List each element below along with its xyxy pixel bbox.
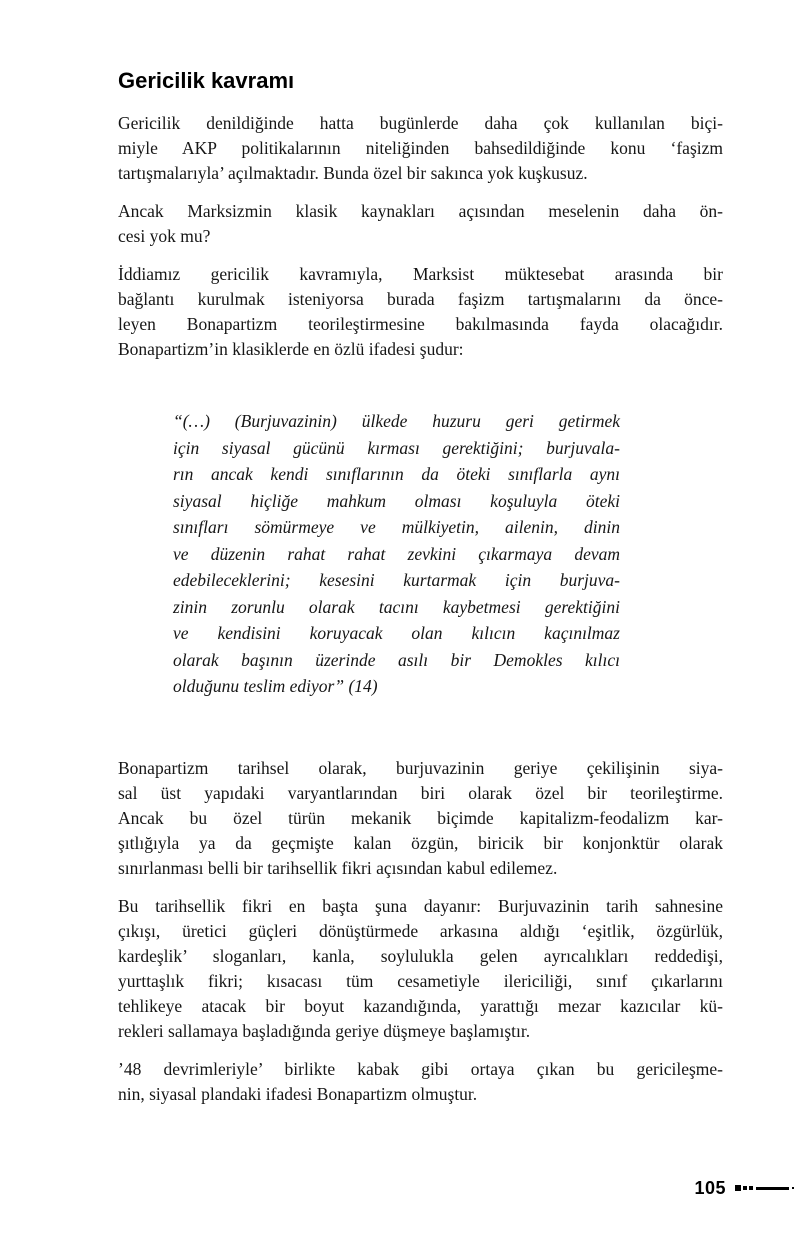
footer-rule [756,1187,789,1190]
paragraph-5: Bu tarihsellik fikri en başta şuna dayanır: Burjuvazinin tarih sahnesine çıkışı, üretici güçleri dönüştürmede arkasına aldığı ‘eşitlik, özgürlük, kardeşlik’ sloganları, kanla, soylulukla gelen ayrıcalıkları reddedişi, yurttaşlık fikri; kısacası tüm cesametiyle ilericiliği, sınıf çıkarlarını tehlikeye atacak bir boyut kazandığında, yarattığı mezar kazıcılar kü- rekleri sallamaya başladığında geriye düşmeye başlamıştır. [118,895,723,1041]
paragraph-3: İddiamız gericilik kavramıyla, Marksist müktesebat arasında bir bağlantı kurulmak isteniyorsa burada faşizm tartışmalarını da önce- leyen Bonapartizm teorileştirmesine bakılmasında fayda olacağıdır. Bonapartizm’in klasiklerde en özlü ifadesi şudur: [118,264,723,359]
paragraph-6: ’48 devrimleriyle’ birlikte kabak gibi ortaya çıkan bu gericileşme- nin, siyasal plandaki ifadesi Bonapartizm olmuştur. [118,1058,723,1104]
footer-square-icon [749,1186,753,1190]
paragraph-1: Gericilik denildiğinde hatta bugünlerde daha çok kullanılan biçi- miyle AKP politikalarının niteliğinden bahsedildiğinde konu ‘faşizm tartışmalarıyla’ açılmaktadır. Bunda özel bir sakınca yok kuşkusuz. [118,113,723,183]
footer-square-icon [735,1185,741,1191]
footer-dot [792,1187,794,1189]
paragraph-4: Bonapartizm tarihsel olarak, burjuvazinin geriye çekilişinin siya- sal üst yapıdaki varyantlarından biri olarak özel bir teorileştirme. Ancak bu özel türün mekanik biçimde kapitalizm-feodalizm kar- şıtlığıyla ya da geçmişte kalan özgün, biricik bir konjonktür olarak sınırlanması belli bir tarihsellik fikri açısından kabul edilemez. [118,757,723,878]
page-content [118,68,723,1120]
footer-square-icon [743,1186,747,1190]
block-quote: “(…) (Burjuvazinin) ülkede huzuru geri getirmek için siyasal gücünü kırması gerektiğini; burjuvala- rın ancak kendi sınıflarının da öteki sınıflarla aynı siyasal hiçliğe mahkum olması koşuluyla öteki sınıfları sömürmeye ve mülkiyetin, ailenin, dinin ve düzenin rahat rahat zevkini çıkarmaya devam edebileceklerini; kesesini kurtarmak için burjuva- zinin zorunlu olarak tacını kaybetmesi gerektiğini ve kendisini koruyacak olan kılıcın kaçınılmaz olarak başının üzerinde asılı bir Demokles kılıcı olduğunu teslim ediyor” (14) [173,411,620,696]
paragraph-2: Ancak Marksizmin klasik kaynakları açısından meselenin daha ön- cesi yok mu? [118,201,723,246]
page-number: 105 [694,1177,726,1198]
section-heading: Gericilik kavramı [118,68,295,93]
page-footer [694,1178,794,1198]
